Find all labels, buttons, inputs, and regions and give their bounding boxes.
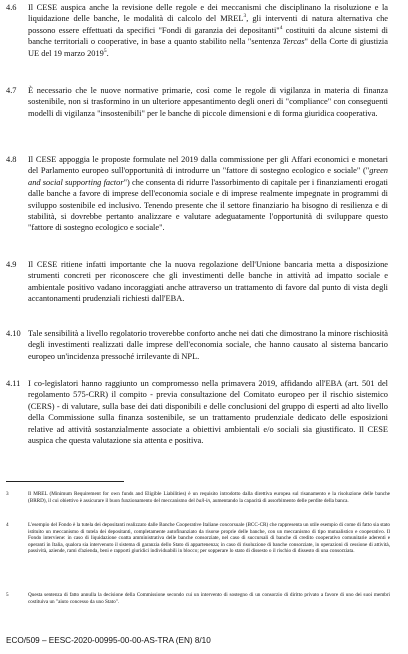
text-run: , gli interventi di natura alternativa che possono essere effettuati da specifici "Fondi di garanzia dei depositanti" <box>28 14 388 35</box>
text-run: Il CESE auspica anche la revisione delle regole e dei meccanismi che disciplinano la risoluzione e la liquidazione delle banche, le modalità di calcolo del MREL <box>28 3 388 24</box>
paragraph-number: 4.9 <box>6 260 17 269</box>
text-run: Tercas <box>282 37 305 47</box>
paragraph-text <box>28 328 388 362</box>
footnote-reference: 4 <box>279 25 283 32</box>
footnote-text <box>28 592 390 605</box>
text-run: costituiti da alcune sistemi di banche territoriali o cooperative, in base a quanto stabilito nella "sentenza <box>28 25 388 47</box>
text-run: , aumentando la capacità di assorbimento delle perdite della banca. <box>209 497 349 504</box>
text-run: ") che consenta di ridurre l'assorbimento di capitale per i finanziamenti erogati dalle banche a favore di imprese dell'economia sociale e di imprese realmente impegnate in programmi di sviluppo sostenibile ed inclusivo. Tenendo presente che il settore finanziario ha bisogno di resilienza e di stabilità, si dovrebbe pertanto analizzare e valutare adeguatamente l'opportunità di sviluppare questo "fattore di sostegno ecologico e sociale". <box>28 177 389 233</box>
paragraph-text <box>28 2 388 59</box>
paragraph-text <box>28 154 388 234</box>
footnote-text <box>28 522 390 555</box>
text-run: I co-legislatori hanno raggiunto un compromesso nella primavera 2019, affidando all'EBA (art. 501 del regolamento 575-CRR) il compito - previa consultazione del Comitato europeo per il rischio sistemico (CERS) - di valutare, sulla base dei dati disponibili e delle conclusioni del gruppo di esperti ad alto livello della Commissione sulla finanza sostenibile, se un trattamento prudenziale dedicato delle esposizioni relative ad attività sostanzialmente associate a obiettivi ambientali e/o sociali sia giustificato. Il CESE auspica che questa valutazione sia attenta e positiva. <box>28 379 388 446</box>
paragraph-text <box>28 378 388 446</box>
paragraph-number: 4.6 <box>6 3 17 12</box>
text-run: Il MREL (Minimum Requirement for own funds and Eligible Liabilities) è un requisito introdotto dalla direttiva europea sul risanamento e la risoluzione delle banche (BRRD), il cui obiettivo è assicurare il buon funzionamento del meccanismo del <box>28 491 390 504</box>
text-run: È necessario che le nuove normative primarie, così come le regole di vigilanza in materia di finanza sostenibile, non si trasformino in un ulteriore appesantimento degli oneri di "compliance" con conseguenti modelli di vigilanza "insostenibili" per le banche di piccole dimensioni e di forma giuridica cooperativa. <box>28 86 388 118</box>
paragraph-number: 4.7 <box>6 86 17 95</box>
paragraph-number: 4.11 <box>6 379 21 388</box>
footnote-text <box>28 491 390 504</box>
footnote-number: 4 <box>6 522 9 528</box>
text-run: L'esempio del Fondo è la tutela dei depositanti realizzato dalle Banche Cooperative Italiane concorsuale (BCC-CR) che rappresenta un utile esempio di come di fatto sia stato istituito un meccanismo di tutela dei depositanti, completamente autofinanziato da risorse proprie delle banche, con un meccanismo di tipo mutualistico e cooperativo. Il Fondo interviene: in caso di liquidazione coatta amministrativa delle banche consorziate, nel caso di succursali di banche di credito cooperativo comunitarie aderenti e operanti in Italia, qualora sia intervenuto il sistema di garanzia dello Stato di appartenenza; in caso di risoluzione di banche consorziate, in operazioni di cessione di attività, passività, aziende, rami d'azienda, beni e rapporti giuridici individuabili in blocco; per sopperare lo stato di dissesto o il rischio di dissesto di una consorziata. <box>28 522 390 554</box>
footnote-number: 5 <box>6 592 9 598</box>
footnote-number: 3 <box>6 491 9 497</box>
paragraph-text <box>28 259 388 305</box>
text-run: bail-in <box>196 497 210 504</box>
text-run: Tale sensibilità a livello regolatorio troverebbe conforto anche nei dati che dimostrano la minore rischiosità degli investimenti realizzati dalle imprese dell'economia sociale, che hanno causato al sistema bancario europeo un'incidenza pressoché irrilevante di NPL. <box>28 329 388 361</box>
text-run: " della Corte di giustizia UE del 19 marzo 2019 <box>28 37 388 58</box>
text-run: green and social supporting factor <box>28 166 388 187</box>
footnote-separator <box>6 481 124 482</box>
paragraph-number: 4.10 <box>6 329 21 338</box>
footnote-reference: 3 <box>243 13 247 20</box>
paragraph-number: 4.8 <box>6 155 17 164</box>
text-run: . <box>106 48 109 58</box>
document-reference-footer: ECO/509 – EESC-2020-00995-00-00-AS-TRA (EN) 8/10 <box>6 636 211 645</box>
text-run: Il CESE appoggia le proposte formulate nel 2019 dalla commissione per gli Affari economici e monetari del Parlamento europeo sull'opportunità di introdurre un "fattore di sostegno ecologico e sociale" (" <box>28 155 388 176</box>
paragraph-text <box>28 85 388 119</box>
footnote-reference: 5 <box>103 47 107 54</box>
text-run: Questa sentenza di fatto annulla la decisione della Commissione secondo cui un intervento di sostegno di un consorzio di diritto privato a favore di uno dei suoi membri costituiva un "aiuto concesso da uno Stato". <box>28 592 390 605</box>
text-run: Il CESE ritiene infatti importante che la nuova regolazione dell'Unione bancaria metta a disposizione strumenti concreti per riconoscere che gli investimenti delle banche in attività ad impatto sociale e ambientale positivo vadano incoraggiati anche attraverso un trattamento di favore dal punto di vista degli accantonamenti prudenziali richiesti dall'EBA. <box>28 260 388 304</box>
